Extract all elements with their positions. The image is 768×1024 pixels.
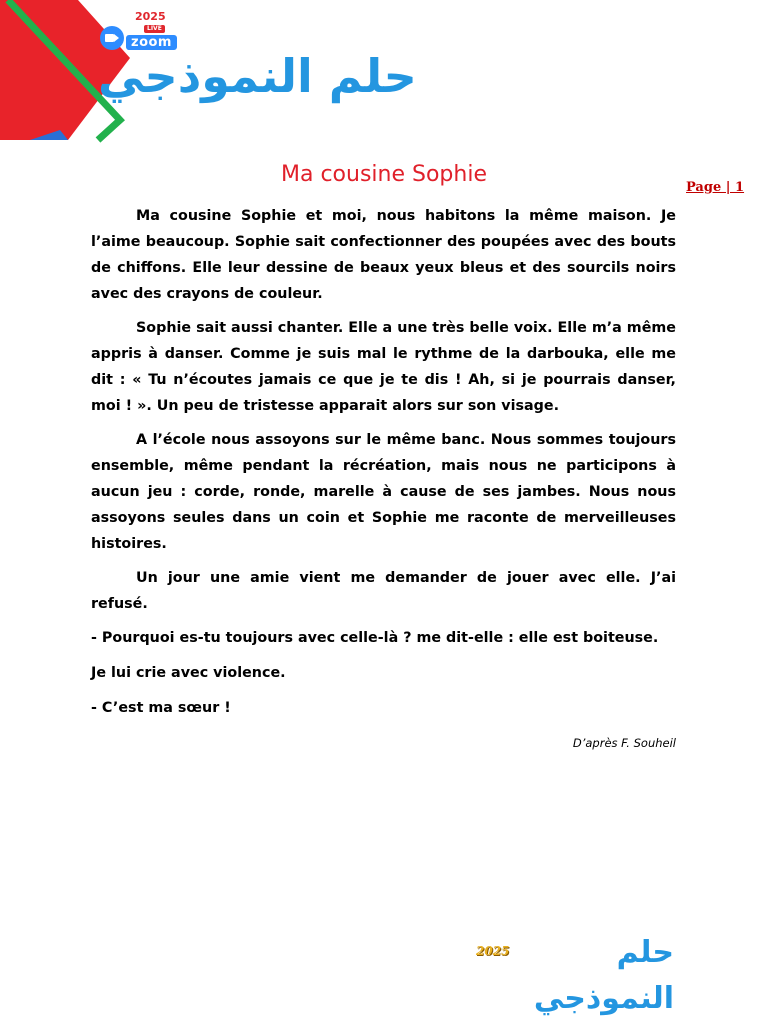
footer-brand [474, 930, 674, 1016]
footer-year: 2025 [476, 944, 510, 958]
dialogue-line: Je lui crie avec violence. [91, 665, 286, 681]
paragraph: A l’école nous assoyons sur le même banc. Nous sommes toujours ensemble, même pendant la récréation, mais nous ne participons à aucun jeu : corde, ronde, marelle à cause de ses jambes. Nous nous assoyons seules dans un coin et Sophie me raconte de merveilleuses histoires. [91, 432, 676, 552]
brand-title: حلم النموذجي [98, 49, 417, 103]
paragraph: Un jour une amie vient me demander de jouer avec elle. J’ai refusé. [91, 570, 676, 612]
dialogue-line: - C’est ma sœur ! [91, 700, 231, 716]
article-body [91, 203, 676, 764]
paragraph: Sophie sait aussi chanter. Elle a une très belle voix. Elle m’a même appris à danser. Comme je suis mal le rythme de la darbouka, elle me dit : « Tu n’écoutes jamais ce que je te dis ! Ah, si je pourrais danser, moi ! ». Un peu de tristesse apparait alors sur son visage. [91, 320, 676, 414]
source-attribution: D’après F. Souheil [572, 736, 676, 750]
live-badge: LIVE [144, 25, 165, 33]
zoom-wordmark: zoom [126, 35, 177, 50]
paragraph: Ma cousine Sophie et moi, nous habitons la même maison. Je l’aime beaucoup. Sophie sait confectionner des poupées avec des bouts de chiffons. Elle leur dessine de beaux yeux bleus et des sourcils noirs avec des crayons de couleur. [91, 208, 676, 302]
page-number: Page | 1 [686, 180, 745, 195]
footer-brand-text: حلم النموذجي [533, 935, 674, 1016]
camera-icon [100, 26, 124, 50]
dialogue-line: - Pourquoi es-tu toujours avec celle-là ? me dit-elle : elle est boiteuse. [91, 630, 659, 646]
document-title: Ma cousine Sophie [281, 162, 487, 187]
zoom-year: 2025 [135, 10, 166, 23]
